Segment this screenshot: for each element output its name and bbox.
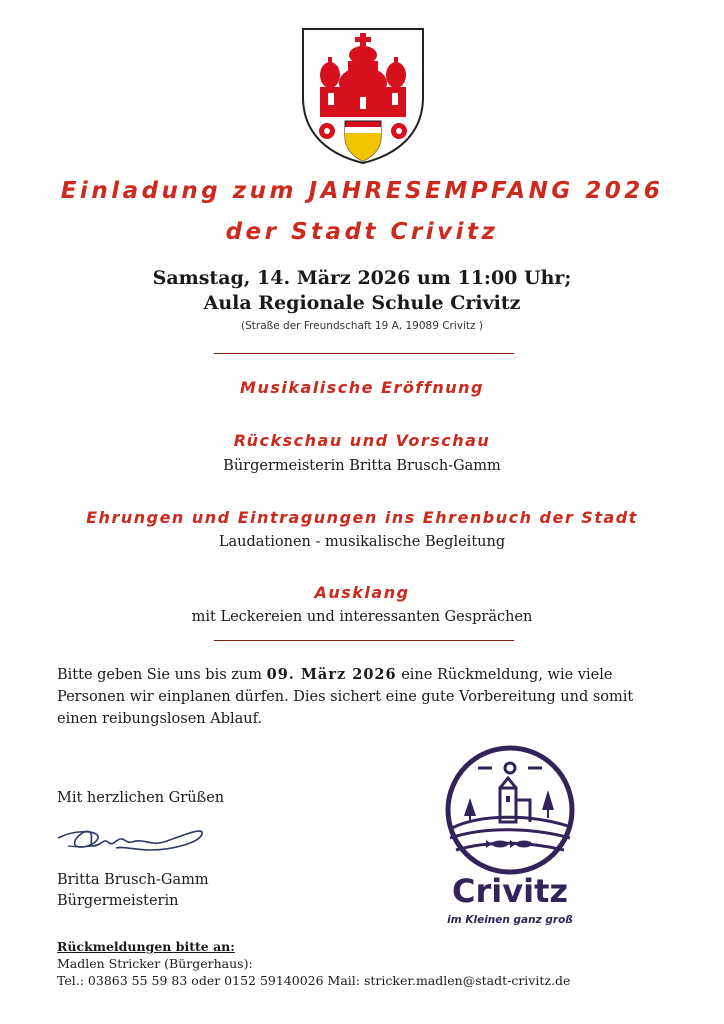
signatory-name: Britta Brusch-Gamm	[57, 872, 209, 888]
event-date-time: Samstag, 14. März 2026 um 11:00 Uhr;	[152, 267, 572, 289]
logo-slogan: im Kleinen ganz groß	[447, 914, 573, 926]
program-text-4: mit Leckereien und interessanten Gesprächen	[191, 609, 533, 625]
contact-block	[57, 938, 570, 989]
rsvp-paragraph	[57, 664, 677, 730]
crivitz-emblem-icon	[430, 740, 590, 880]
contact-person: Madlen Stricker (Bürgerhaus):	[57, 956, 253, 971]
signatory	[57, 870, 209, 912]
contact-heading: Rückmeldungen bitte an:	[57, 939, 235, 954]
rsvp-text-before: Bitte geben Sie uns bis zum	[57, 667, 267, 683]
program-heading-4: Ausklang	[314, 583, 410, 602]
invitation-title: Einladung zum JAHRESEMPFANG 2026	[60, 178, 664, 204]
crivitz-logo	[430, 740, 590, 940]
program-text-2: Bürgermeisterin Britta Brusch-Gamm	[223, 458, 501, 474]
signature-icon	[54, 816, 214, 862]
program-heading-3: Ehrungen und Eintragungen ins Ehrenbuch der Stadt	[86, 508, 638, 527]
event-venue: Aula Regionale Schule Crivitz	[203, 292, 521, 314]
divider-top	[214, 353, 514, 354]
program-heading-1: Musikalische Eröffnung	[240, 378, 484, 397]
signatory-role: Bürgermeisterin	[57, 893, 179, 909]
rsvp-text-after: eine Rückmeldung, wie viele Personen wir einplanen dürfen. Dies sichert eine gute Vorbereitung und somit einen reibungslosen Ablauf.	[57, 667, 634, 727]
closing-greeting: Mit herzlichen Grüßen	[57, 790, 225, 806]
logo-wordmark: Crivitz	[452, 872, 568, 910]
divider-bottom	[214, 640, 514, 641]
coat-of-arms-icon	[300, 27, 426, 165]
event-address: (Straße der Freundschaft 19 A, 19089 Crivitz )	[241, 320, 483, 332]
program-text-3: Laudationen - musikalische Begleitung	[218, 534, 506, 550]
invitation-subtitle: der Stadt Crivitz	[225, 219, 499, 245]
rsvp-deadline: 09. März 2026	[266, 666, 397, 683]
contact-details: Tel.: 03863 55 59 83 oder 0152 59140026 Mail: stricker.madlen@stadt-crivitz.de	[57, 973, 571, 988]
program-heading-2: Rückschau und Vorschau	[233, 431, 491, 450]
